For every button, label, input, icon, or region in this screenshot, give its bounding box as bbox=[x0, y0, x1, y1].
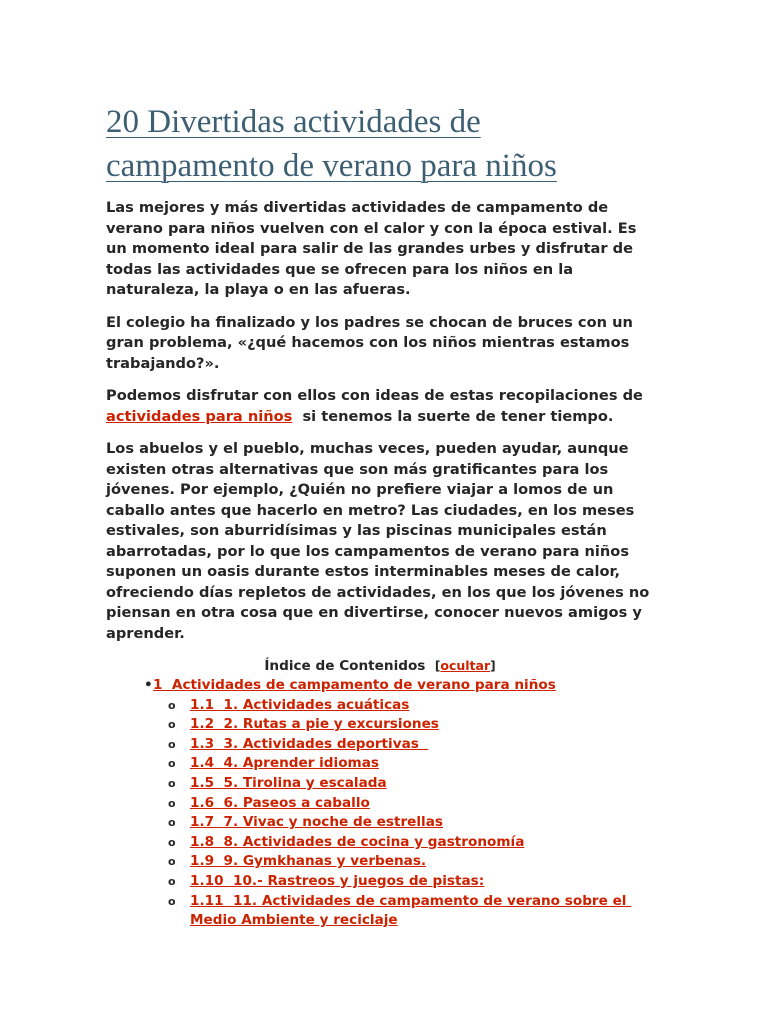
toc-sub-list bbox=[106, 696, 654, 931]
paragraph-problem: El colegio ha finalizado y los padres se chocan de bruces con un gran problema, «¿qué hacemos con los niños mientras estamos trabajando?». bbox=[106, 313, 633, 372]
circle-bullet-icon: o bbox=[168, 718, 176, 732]
circle-bullet-icon: o bbox=[168, 698, 176, 712]
toc-header: Índice de Contenidos [ocultar] bbox=[264, 658, 496, 674]
toc-item[interactable]: o 1.9 9. Gymkhanas y verbenas. bbox=[106, 852, 654, 872]
circle-bullet-icon: o bbox=[168, 737, 176, 751]
toc-item[interactable]: o 1.7 7. Vivac y noche de estrellas bbox=[106, 813, 654, 833]
page-title bbox=[106, 100, 626, 188]
toc-item[interactable]: o 1.5 5. Tirolina y escalada bbox=[106, 774, 654, 794]
toc-item[interactable]: o 1.3 3. Actividades deportivas bbox=[106, 735, 654, 755]
paragraph-alternatives: Los abuelos y el pueblo, muchas veces, pueden ayudar, aunque existen otras alternativas que son más gratificantes para los jóvenes. Por ejemplo, ¿Quién no prefiere viajar a lomos de un caballo antes que hacerlo en metro? Las ciudades, en los meses estivales, son aburridísimas y las piscinas municipales están abarrotadas, por lo que los campamentos de verano para niños suponen un oasis durante estos interminables meses de calor, ofreciendo días repletos de actividades, en los que los jóvenes no piensan en otra cosa que en divertirse, conocer nuevos amigos y aprender. bbox=[106, 440, 650, 642]
paragraph-intro: Las mejores y más divertidas actividades de campamento de verano para niños vuelven con el calor y con la época estival. Es un momento ideal para salir de las grandes urbes y disfrutar de todas las actividades que se ofrecen para los niños en la naturaleza, la playa o en las afueras. bbox=[106, 199, 637, 298]
bullet-icon: • bbox=[144, 677, 153, 693]
toc-title: Índice de Contenidos bbox=[264, 658, 426, 674]
circle-bullet-icon: o bbox=[168, 894, 176, 908]
circle-bullet-icon: o bbox=[168, 855, 176, 869]
circle-bullet-icon: o bbox=[168, 796, 176, 810]
actividades-link[interactable]: actividades para niños bbox=[106, 407, 293, 425]
title-line-2: campamento de verano para niños bbox=[106, 148, 557, 184]
circle-bullet-icon: o bbox=[168, 757, 176, 771]
circle-bullet-icon: o bbox=[168, 776, 176, 790]
toc-item[interactable]: o 1.8 8. Actividades de cocina y gastronomía bbox=[106, 833, 654, 853]
toc-item[interactable]: o 1.6 6. Paseos a caballo bbox=[106, 794, 654, 814]
article-body bbox=[106, 198, 654, 931]
toc-item[interactable]: o 1.11 11. Actividades de campamento de verano sobre el Medio Ambiente y reciclaje bbox=[168, 892, 632, 929]
toc-main-item[interactable]: • 1 Actividades de campamento de verano para niños bbox=[106, 676, 654, 696]
circle-bullet-icon: o bbox=[168, 835, 176, 849]
table-of-contents bbox=[106, 676, 654, 696]
paragraph-ideas: Podemos disfrutar con ellos con ideas de estas recopilaciones de actividades para niños si tenemos la suerte de tener tiempo. bbox=[106, 387, 654, 425]
toc-item[interactable]: o 1.1 1. Actividades acuáticas bbox=[106, 696, 654, 716]
toc-item[interactable]: o 1.4 4. Aprender idiomas bbox=[106, 754, 654, 774]
toc-item[interactable]: o 1.2 2. Rutas a pie y excursiones bbox=[106, 715, 654, 735]
circle-bullet-icon: o bbox=[168, 874, 176, 888]
title-line-1: 20 Divertidas actividades de bbox=[106, 104, 481, 140]
toc-item[interactable]: o 1.10 10.- Rastreos y juegos de pistas: bbox=[106, 872, 654, 892]
toc-toggle-link[interactable]: ocultar bbox=[440, 658, 491, 673]
circle-bullet-icon: o bbox=[168, 816, 176, 830]
